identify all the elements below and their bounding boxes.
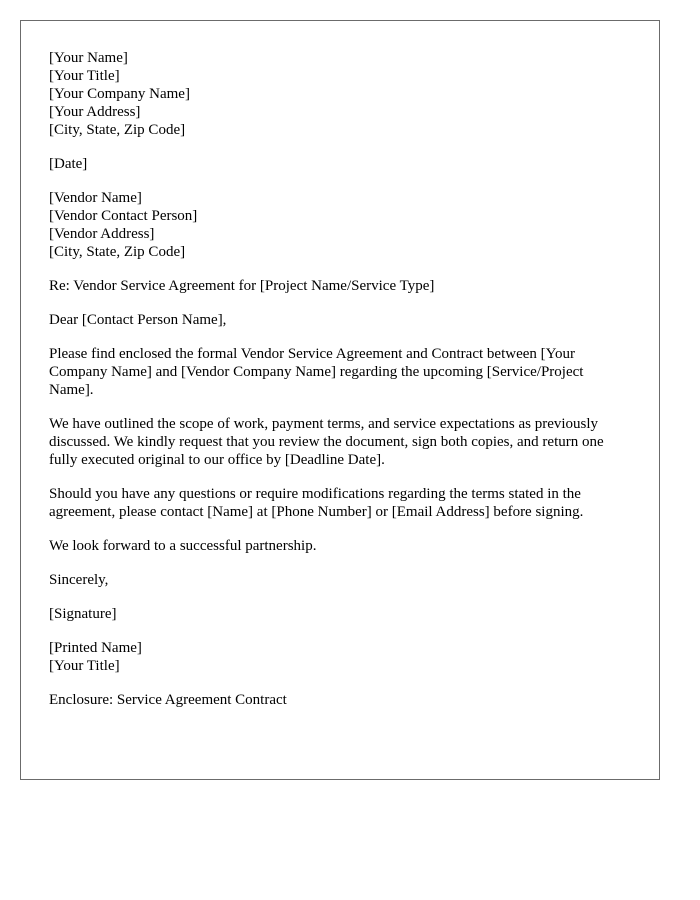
- closing: Sincerely,: [49, 572, 109, 588]
- sender-address: [Your Address]: [49, 104, 141, 120]
- recipient-address: [Vendor Address]: [49, 226, 155, 242]
- body-paragraph-scope: We have outlined the scope of work, payment terms, and service expectations as previously discussed. We kindly request that you review the document, sign both copies, and return one fully executed original to our office by [Deadline Date].: [49, 416, 604, 468]
- body-paragraph-questions: Should you have any questions or require modifications regarding the terms stated in the agreement, please contact [Name] at [Phone Number] or [Email Address] before signing.: [49, 486, 584, 520]
- body-paragraph-enclosed: Please find enclosed the formal Vendor Service Agreement and Contract between [Your Company Name] and [Vendor Company Name] regarding the upcoming [Service/Project Name].: [49, 346, 584, 398]
- sender-city-state-zip: [City, State, Zip Code]: [49, 122, 186, 138]
- subject-line: Re: Vendor Service Agreement for [Project Name/Service Type]: [49, 278, 435, 294]
- recipient-city-state-zip: [City, State, Zip Code]: [49, 244, 186, 260]
- sender-company: [Your Company Name]: [49, 86, 190, 102]
- printed-name: [Printed Name]: [49, 640, 142, 656]
- signer-title: [Your Title]: [49, 658, 120, 674]
- letter-page: [20, 20, 660, 780]
- signature-placeholder: [Signature]: [49, 606, 117, 622]
- salutation: Dear [Contact Person Name],: [49, 312, 227, 328]
- sender-title: [Your Title]: [49, 68, 120, 84]
- recipient-block: [49, 189, 629, 261]
- letter-date: [Date]: [49, 156, 88, 172]
- recipient-name: [Vendor Name]: [49, 190, 142, 206]
- sender-name: [Your Name]: [49, 50, 128, 66]
- letter-body: [49, 49, 629, 725]
- enclosure-note: Enclosure: Service Agreement Contract: [49, 692, 287, 708]
- body-paragraph-partnership: We look forward to a successful partnership.: [49, 538, 317, 554]
- date-block: [49, 155, 629, 173]
- sender-block: [49, 49, 629, 139]
- signer-block: [49, 639, 629, 675]
- recipient-contact-person: [Vendor Contact Person]: [49, 208, 198, 224]
